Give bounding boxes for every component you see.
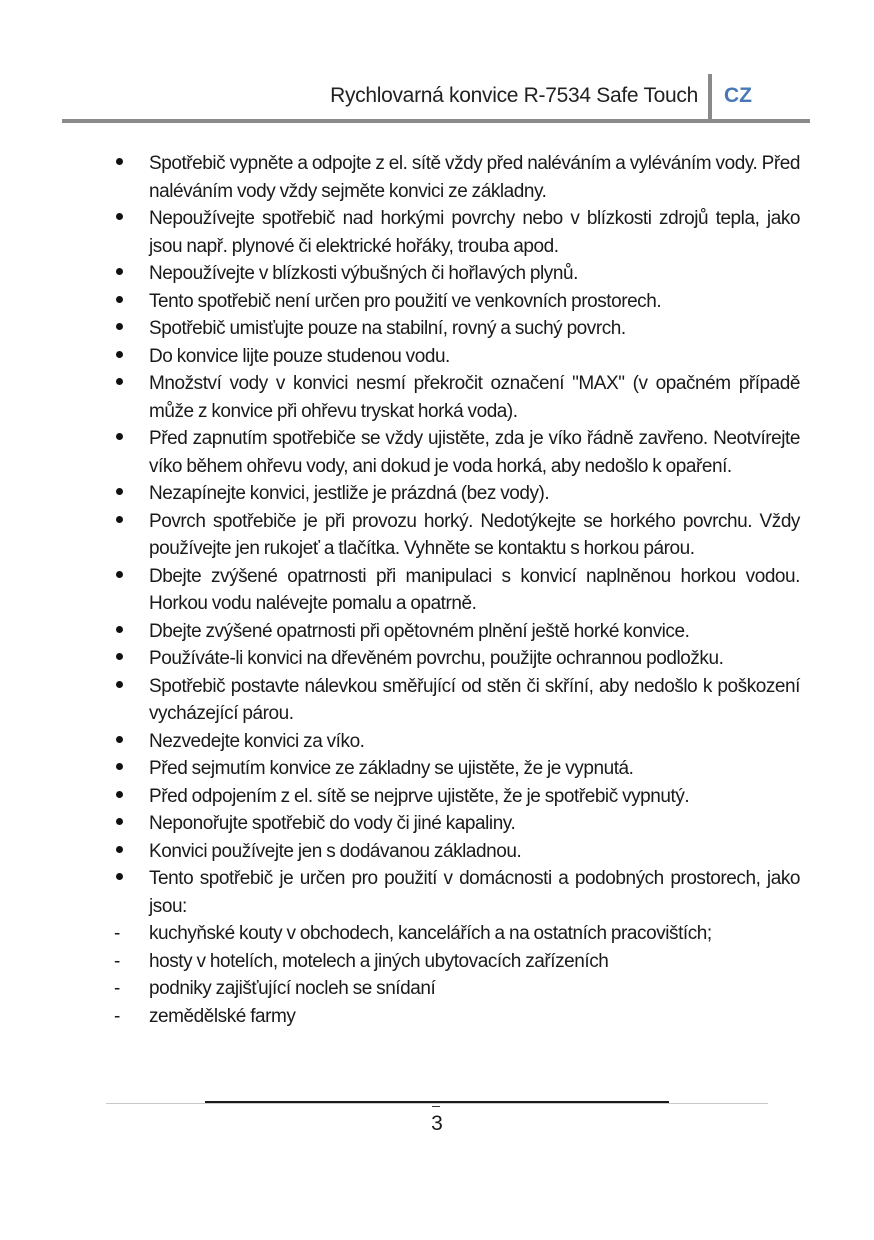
- bullet-icon: [114, 425, 124, 453]
- footer-rule-light: [106, 1103, 768, 1104]
- bullet-item: [0, 260, 874, 288]
- bullet-text: Neponořujte spotřebič do vody či jiné kapaliny.: [149, 813, 516, 834]
- bullet-item: [0, 370, 874, 425]
- bullet-icon: [114, 370, 124, 398]
- bullet-text: Nepoužívejte spotřebič nad horkými povrchy nebo v blízkosti zdrojů tepla, jako jsou např. plynové či elektrické hořáky, trouba apod.: [149, 208, 800, 257]
- dash-item: [0, 948, 874, 976]
- bullet-item: [0, 508, 874, 563]
- safety-instructions-list: [0, 150, 874, 1030]
- bullet-item: [0, 563, 874, 618]
- bullet-item: [0, 755, 874, 783]
- bullet-text: Před zapnutím spotřebiče se vždy ujistěte, zda je víko řádně zavřeno. Neotvírejte víko během ohřevu vody, ani dokud je voda horká, aby nedošlo k opaření.: [149, 428, 800, 477]
- document-title: Rychlovarná konvice R-7534 Safe Touch: [330, 84, 698, 107]
- bullet-item: [0, 865, 874, 920]
- dash-item: [0, 1003, 874, 1031]
- bullet-text: Množství vody v konvici nesmí překročit označení "MAX" (v opačném případě může z konvice při ohřevu tryskat horká voda).: [149, 373, 800, 422]
- bullet-text: Před odpojením z el. sítě se nejprve ujistěte, že je spotřebič vypnutý.: [149, 785, 690, 807]
- language-code: CZ: [724, 84, 752, 107]
- bullet-icon: [114, 315, 124, 343]
- header-divider: [708, 74, 712, 120]
- bullet-icon: [114, 645, 124, 673]
- bullet-item: [0, 288, 874, 316]
- dash-text: kuchyňské kouty v obchodech, kancelářích a na ostatních pracovištích;: [149, 923, 712, 944]
- bullet-text: Do konvice lijte pouze studenou vodu.: [149, 345, 450, 367]
- dash-item: [0, 920, 874, 948]
- dash-marker: -: [114, 1005, 120, 1027]
- dash-text: podniky zajišťující nocleh se snídaní: [149, 978, 436, 999]
- footer-tick: [432, 1106, 440, 1107]
- bullet-text: Tento spotřebič není určen pro použití ve venkovních prostorech.: [149, 290, 662, 312]
- bullet-item: [0, 205, 874, 260]
- dash-item: [0, 975, 874, 1003]
- footer-rule: [205, 1101, 669, 1103]
- bullet-item: [0, 673, 874, 728]
- bullet-icon: [114, 618, 124, 646]
- bullet-text: Spotřebič umisťujte pouze na stabilní, rovný a suchý povrch.: [149, 318, 626, 339]
- bullet-icon: [114, 783, 124, 811]
- bullet-item: [0, 425, 874, 480]
- dash-text: zemědělské farmy: [149, 1005, 296, 1027]
- bullet-icon: [114, 205, 124, 233]
- bullet-item: [0, 315, 874, 343]
- dash-marker: -: [114, 950, 120, 972]
- bullet-icon: [114, 755, 124, 783]
- bullet-text: Spotřebič vypněte a odpojte z el. sítě vždy před naléváním a vyléváním vody. Před naléváním vody vždy sejměte konvici ze základny.: [149, 153, 800, 202]
- bullet-icon: [114, 673, 124, 701]
- bullet-item: [0, 838, 874, 866]
- bullet-text: Dbejte zvýšené opatrnosti při opětovném plnění ještě horké konvice.: [149, 620, 690, 642]
- bullet-icon: [114, 288, 124, 316]
- bullet-icon: [114, 865, 124, 893]
- bullet-icon: [114, 563, 124, 591]
- header-rule: [62, 119, 810, 123]
- bullet-icon: [114, 728, 124, 756]
- bullet-text: Konvici používejte jen s dodávanou základnou.: [149, 840, 522, 862]
- bullet-item: [0, 728, 874, 756]
- bullet-item: [0, 343, 874, 371]
- bullet-item: [0, 618, 874, 646]
- bullet-icon: [114, 343, 124, 371]
- dash-marker: -: [114, 923, 120, 944]
- bullet-text: Spotřebič postavte nálevkou směřující od stěn či skříní, aby nedošlo k poškození vycházející párou.: [149, 675, 800, 724]
- page-number: 3: [431, 1112, 443, 1135]
- bullet-text: Před sejmutím konvice ze základny se ujistěte, že je vypnutá.: [149, 758, 634, 779]
- bullet-icon: [114, 480, 124, 508]
- bullet-text: Dbejte zvýšené opatrnosti při manipulaci s konvicí naplněnou horkou vodou. Horkou vodu nalévejte pomalu a opatrně.: [149, 565, 800, 614]
- dash-text: hosty v hotelích, motelech a jiných ubytovacích zařízeních: [149, 950, 609, 972]
- bullet-text: Tento spotřebič je určen pro použití v domácnosti a podobných prostorech, jako jsou:: [149, 868, 800, 917]
- bullet-item: [0, 150, 874, 205]
- bullet-icon: [114, 508, 124, 536]
- dash-marker: -: [114, 978, 120, 999]
- bullet-item: [0, 480, 874, 508]
- bullet-item: [0, 645, 874, 673]
- bullet-item: [0, 810, 874, 838]
- bullet-text: Nezapínejte konvici, jestliže je prázdná (bez vody).: [149, 483, 550, 504]
- bullet-icon: [114, 150, 124, 178]
- bullet-text: Povrch spotřebiče je při provozu horký. Nedotýkejte se horkého povrchu. Vždy používejte jen rukojeť a tlačítka. Vyhněte se kontaktu s horkou párou.: [149, 510, 800, 559]
- page-header: [0, 0, 874, 130]
- bullet-text: Nezvedejte konvici za víko.: [149, 730, 365, 752]
- bullet-item: [0, 783, 874, 811]
- bullet-text: Používáte-li konvici na dřevěném povrchu, použijte ochrannou podložku.: [149, 648, 724, 669]
- bullet-icon: [114, 260, 124, 288]
- bullet-text: Nepoužívejte v blízkosti výbušných či hořlavých plynů.: [149, 263, 578, 284]
- bullet-icon: [114, 838, 124, 866]
- bullet-icon: [114, 810, 124, 838]
